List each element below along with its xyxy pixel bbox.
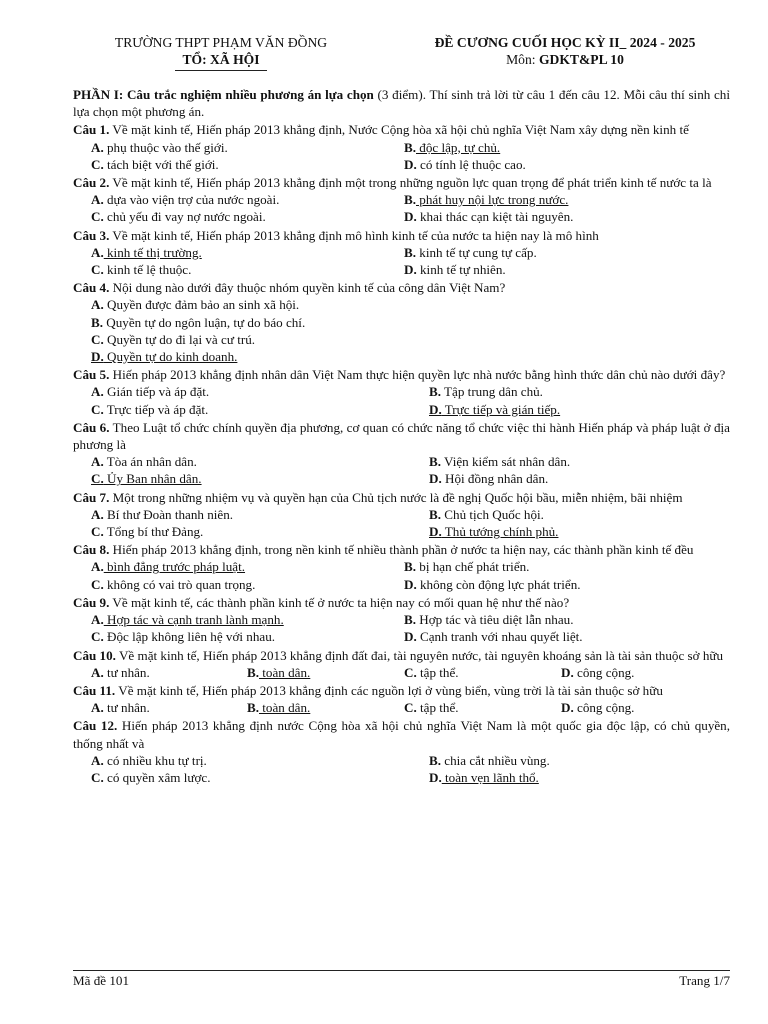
option-text: tập thể. [416,664,459,680]
options-8 [73,558,730,592]
option-text: Hội đồng nhân dân. [441,471,549,487]
option-text: Độc lập không liên hệ với nhau. [103,629,276,645]
option-d[interactable] [429,769,730,786]
option-letter: D. [91,349,104,365]
option-letter: B. [91,314,104,330]
options-5 [73,383,730,417]
options-9 [73,611,730,645]
option-b[interactable] [429,453,730,470]
option-text: Trực tiếp và áp đặt. [103,401,209,417]
option-text: có tính lệ thuộc cao. [416,156,526,172]
option-text-answer: phát huy nội lực trong nước. [416,192,569,208]
option-b[interactable] [91,314,730,331]
option-a[interactable] [91,558,404,575]
page-footer [73,973,730,989]
option-letter: A. [91,664,104,680]
option-d[interactable] [404,208,730,225]
option-text: công cộng. [573,664,635,680]
option-letter: D. [404,156,417,172]
option-c[interactable] [91,261,404,278]
option-text-answer: toàn vẹn lãnh thổ. [441,769,539,785]
option-c[interactable] [404,664,561,681]
option-b[interactable] [429,506,730,523]
option-a[interactable] [91,752,429,769]
question-10 [73,647,730,664]
option-letter: B. [404,192,417,208]
option-letter: C. [91,331,104,347]
question-text: Hiến pháp 2013 khẳng định nhân dân Việt Nam thực hiện quyền lực nhà nước bằng hình thức dân chủ nào dưới đây? [109,367,726,383]
option-letter: A. [91,192,104,208]
options-10 [73,664,730,681]
option-b[interactable] [429,383,730,400]
question-12 [73,717,730,751]
option-text: phụ thuộc vào thế giới. [103,139,228,155]
options-11 [73,699,730,716]
option-c[interactable] [91,401,429,418]
option-d[interactable] [404,261,730,278]
option-text-answer: bình đẳng trước pháp luật. [103,559,246,575]
subject-line [400,51,730,68]
option-text: chủ yếu đi vay nợ nước ngoài. [103,209,266,225]
option-letter: B. [429,506,442,522]
option-letter: D. [404,629,417,645]
options-1 [73,139,730,173]
option-b[interactable] [404,244,730,261]
exam-code: Mã đề 101 [73,973,130,988]
option-text: không còn động lực phát triển. [416,576,581,592]
option-a[interactable] [91,453,429,470]
question-6 [73,419,730,453]
question-number: Câu 6. [73,419,110,435]
option-letter: A. [91,244,104,260]
question-text: Về mặt kinh tế, Hiến pháp 2013 khẳng định đất đai, tài nguyên nước, tài nguyên khoáng sản là tài sản thuộc sở hữu [115,647,724,663]
option-letter: C. [91,156,104,172]
option-c[interactable] [91,576,404,593]
option-text-answer: Thủ tướng chính phủ. [441,524,559,540]
option-a[interactable] [91,506,429,523]
question-5 [73,366,730,383]
option-d[interactable] [404,156,730,173]
option-d[interactable] [404,576,730,593]
option-text: khai thác cạn kiệt tài nguyên. [416,209,574,225]
document-header [73,34,730,74]
option-letter: A. [91,612,104,628]
option-letter: C. [404,700,417,716]
part-intro [73,86,730,120]
option-letter: D. [561,664,574,680]
option-b[interactable] [404,191,730,208]
question-9 [73,594,730,611]
options-6 [73,453,730,487]
option-text: kinh tế tự cung tự cấp. [416,244,537,260]
option-letter: B. [429,752,442,768]
question-number: Câu 1. [73,122,110,138]
question-text: Nội dung nào dưới đây thuộc nhóm quyền kinh tế của công dân Việt Nam? [109,280,506,296]
option-a[interactable] [91,611,404,628]
option-a[interactable] [91,383,429,400]
option-a[interactable] [91,191,404,208]
option-letter: A. [91,139,104,155]
option-letter: A. [91,297,104,313]
option-text: Quyền được đảm bảo an sinh xã hội. [103,297,300,313]
question-number: Câu 8. [73,542,110,558]
question-number: Câu 4. [73,280,110,296]
option-letter: D. [429,769,442,785]
footer-divider [73,970,730,971]
option-letter: C. [91,209,104,225]
option-text-answer: toàn dân. [259,664,311,680]
option-text: Hợp tác và tiêu diệt lẫn nhau. [416,612,574,628]
page-number: Trang 1/7 [679,973,730,988]
question-number: Câu 12. [73,718,118,734]
option-text-answer: Ủy Ban nhân dân. [103,471,202,487]
option-text: Gián tiếp và áp đặt. [103,384,210,400]
subject-name: GDKT&PL 10 [538,52,624,67]
part-instructions: (3 điểm). Thí sinh trả lời từ câu 1 đến câu 12. Mỗi câu thí sinh chỉ lựa chọn một phương án. [73,87,730,120]
question-4 [73,279,730,296]
option-text: tập thể. [416,700,459,716]
question-text: Một trong những nhiệm vụ và quyền hạn của Chủ tịch nước là đề nghị Quốc hội bầu, miễn nhiệm, bãi nhiệm [109,489,683,505]
exam-title: ĐỀ CƯƠNG CUỐI HỌC KỲ II_ 2024 - 2025 [434,35,696,50]
option-text: chia cắt nhiều vùng. [441,752,550,768]
question-number: Câu 10. [73,647,116,663]
question-text: Hiến pháp 2013 khẳng định, trong nền kinh tế nhiều thành phần ở nước ta hiện nay, các thành phần kinh tế đều [109,542,694,558]
question-text: Về mặt kinh tế, các thành phần kinh tế ở nước ta hiện nay có mối quan hệ như thế nào? [109,594,570,610]
option-text: Tổng bí thư Đảng. [103,524,204,540]
option-letter: A. [91,700,104,716]
option-text: kinh tế tự nhiên. [416,262,506,278]
option-text-answer: Quyền tự do kinh doanh. [103,349,238,365]
option-letter: C. [404,664,417,680]
question-number: Câu 3. [73,227,110,243]
option-letter: A. [91,384,104,400]
option-letter: D. [429,471,442,487]
question-number: Câu 2. [73,175,110,191]
option-text: Viện kiểm sát nhân dân. [441,454,571,470]
option-d[interactable] [91,348,730,365]
option-text-answer: Trực tiếp và gián tiếp. [441,401,561,417]
option-letter: D. [404,209,417,225]
question-text: Về mặt kinh tế, Hiến pháp 2013 khẳng định, Nước Cộng hòa xã hội chủ nghĩa Việt Nam xây dựng nền kinh tế [109,122,689,138]
option-b[interactable] [404,139,730,156]
option-d[interactable] [429,470,730,487]
school-name: TRƯỜNG THPT PHẠM VĂN ĐỒNG [114,35,328,50]
option-letter: B. [404,139,417,155]
option-letter: A. [91,454,104,470]
header-left [76,34,366,74]
option-letter: B. [404,612,417,628]
question-11 [73,682,730,699]
option-letter: D. [404,576,417,592]
option-text: tư nhân. [103,664,150,680]
option-a[interactable] [91,664,247,681]
options-2 [73,191,730,225]
option-a[interactable] [91,139,404,156]
question-number: Câu 11. [73,682,116,698]
option-letter: C. [91,262,104,278]
option-c[interactable] [91,628,404,645]
option-letter: C. [91,471,104,487]
option-text-answer: độc lập, tự chủ. [416,139,501,155]
question-text: Về mặt kinh tế, Hiến pháp 2013 khẳng định các nguồn lợi ở vùng biển, vùng trời là tài sản thuộc sở hữu [115,682,663,698]
option-letter: C. [91,401,104,417]
question-1 [73,121,730,138]
option-text: tách biệt với thế giới. [103,156,219,172]
option-c[interactable] [404,699,561,716]
option-letter: C. [91,576,104,592]
question-8 [73,541,730,558]
option-letter: B. [404,559,417,575]
question-2 [73,174,730,191]
option-b[interactable] [404,611,730,628]
option-letter: B. [247,664,260,680]
option-letter: B. [429,454,442,470]
header-divider [175,70,267,71]
question-number: Câu 9. [73,594,110,610]
question-number: Câu 7. [73,489,110,505]
option-c[interactable] [91,331,730,348]
option-text: Quyền tự do ngôn luận, tự do báo chí. [103,314,306,330]
question-7 [73,489,730,506]
department-name: TỔ: XÃ HỘI [182,52,260,67]
options-12 [73,752,730,786]
option-d[interactable] [429,523,730,540]
document-page [73,34,730,786]
option-text: không có vai trò quan trọng. [103,576,256,592]
option-a[interactable] [91,296,730,313]
option-b[interactable] [429,752,730,769]
option-text-answer: kinh tế thị trường. [103,244,202,260]
question-text: Về mặt kinh tế, Hiến pháp 2013 khẳng định mô hình kinh tế của nước ta hiện nay là mô hình [109,227,599,243]
option-text-answer: Hợp tác và cạnh tranh lành mạnh. [103,612,284,628]
option-letter: A. [91,506,104,522]
option-c[interactable] [91,769,429,786]
question-text: Theo Luật tổ chức chính quyền địa phương, cơ quan có chức năng tổ chức việc thi hành Hiến pháp và pháp luật ở địa phương là [73,419,730,453]
option-text: Chủ tịch Quốc hội. [441,506,544,522]
option-c[interactable] [91,156,404,173]
question-3 [73,227,730,244]
option-letter: A. [91,752,104,768]
option-text: Bí thư Đoàn thanh niên. [103,506,234,522]
option-text: kinh tế lệ thuộc. [103,262,192,278]
options-7 [73,506,730,540]
option-text: bị hạn chế phát triển. [416,559,530,575]
options-4 [73,296,730,365]
option-d[interactable] [429,401,730,418]
option-letter: D. [561,700,574,716]
option-a[interactable] [91,244,404,261]
option-b[interactable] [404,558,730,575]
option-letter: B. [247,700,260,716]
option-letter: D. [429,524,442,540]
option-text: có quyền xâm lược. [103,769,211,785]
option-text: Cạnh tranh với nhau quyết liệt. [416,629,583,645]
option-d[interactable] [561,699,730,716]
option-d[interactable] [561,664,730,681]
option-text: Tòa án nhân dân. [103,454,197,470]
option-b[interactable] [247,664,404,681]
option-letter: A. [91,559,104,575]
question-number: Câu 5. [73,367,110,383]
option-letter: D. [404,262,417,278]
option-text: Quyền tự do đi lại và cư trú. [103,331,256,347]
option-text: Tập trung dân chủ. [441,384,543,400]
subject-label: Môn: [506,52,539,67]
option-c[interactable] [91,470,429,487]
option-c[interactable] [91,208,404,225]
option-text: có nhiều khu tự trị. [103,752,207,768]
option-d[interactable] [404,628,730,645]
option-letter: C. [91,524,104,540]
option-letter: B. [429,384,442,400]
option-text: tư nhân. [103,700,150,716]
option-letter: D. [429,401,442,417]
option-letter: B. [404,244,417,260]
options-3 [73,244,730,278]
header-right [400,34,730,74]
option-b[interactable] [247,699,404,716]
option-text-answer: toàn dân. [259,700,311,716]
option-text: công cộng. [573,700,635,716]
part-title: PHẦN I: Câu trắc nghiệm nhiều phương án lựa chọn [73,87,374,102]
question-text: Về mặt kinh tế, Hiến pháp 2013 khẳng định một trong những nguồn lực quan trọng để phát triển kinh tế nước ta là [109,175,712,191]
option-letter: C. [91,769,104,785]
question-text: Hiến pháp 2013 khẳng định nước Cộng hòa xã hội chủ nghĩa Việt Nam là một quốc gia độc lập, có chủ quyền, thống nhất và [73,718,730,751]
option-c[interactable] [91,523,429,540]
option-text: dựa vào viện trợ của nước ngoài. [103,192,280,208]
option-letter: C. [91,629,104,645]
option-a[interactable] [91,699,247,716]
